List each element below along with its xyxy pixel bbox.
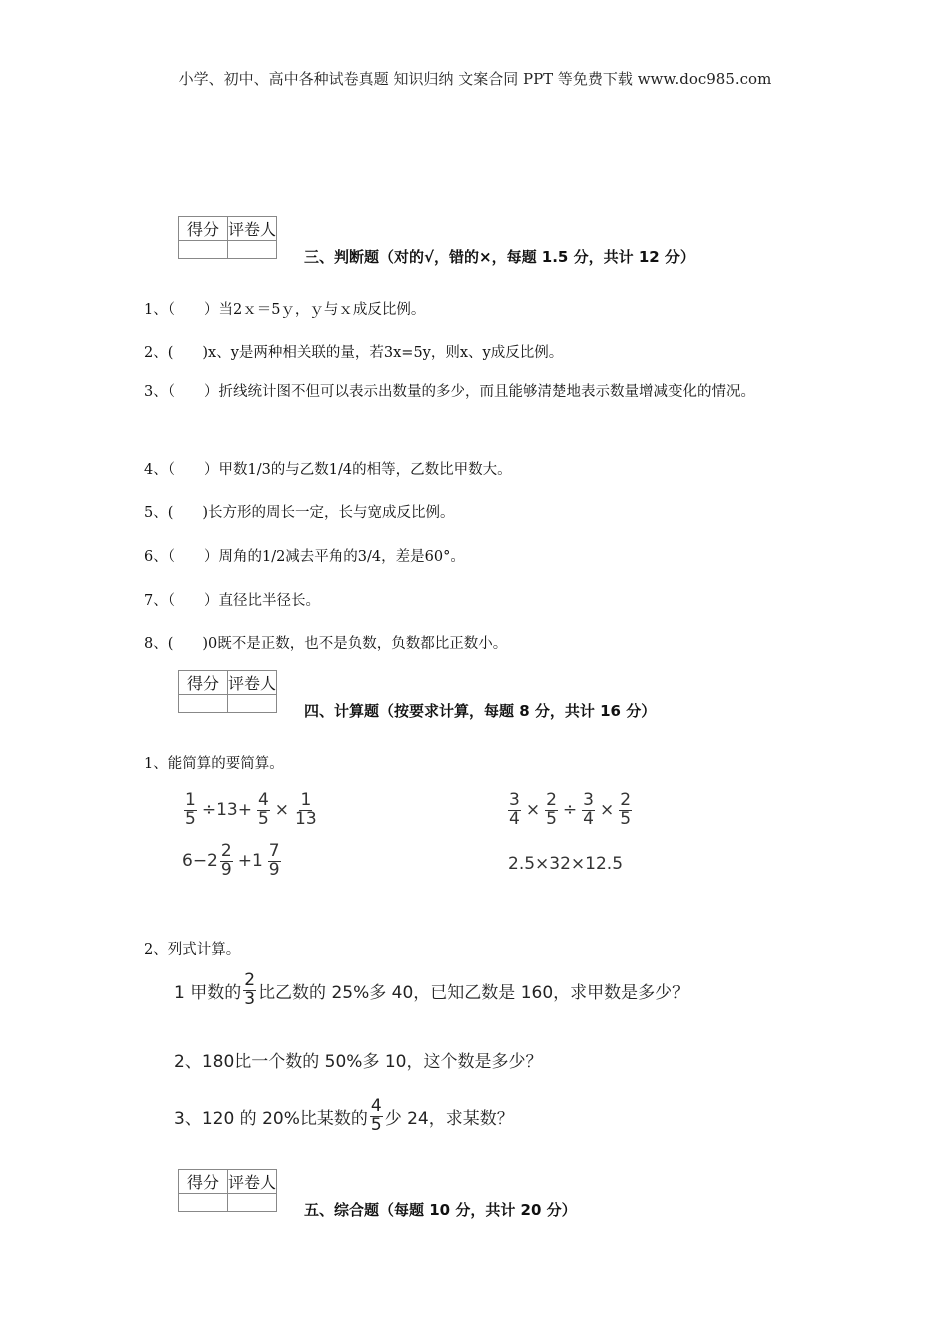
word-problem-1: 1 甲数的 $\frac{2}{3}$ 比乙数的 25%多 40，已知乙数是 160，求甲数是多少？	[174, 970, 690, 1009]
expression-4: 2.5×32×12.5	[508, 854, 624, 874]
section3-title: 三、判断题（对的√，错的×，每题 1.5 分，共计 12 分）	[304, 248, 695, 266]
section4-title: 四、计算题（按要求计算，每题 8 分，共计 16 分）	[304, 702, 657, 720]
calc-q1-label: 1、能简算的要简算。	[144, 756, 284, 772]
word-problem-3: 3、120 的 20%比某数的 $\frac{4}{5}$ 少 24，求某数？	[174, 1096, 514, 1135]
reviewer-cell	[228, 241, 277, 259]
judge-item-6: 6、（ ）周角的1/2减去平角的3/4，差是60°。	[144, 549, 465, 565]
judge-item-2: 2、( )x、y是两种相关联的量，若3x=5y，则x、y成反比例。	[144, 345, 564, 361]
grade-box-5	[178, 1169, 277, 1212]
fraction: $\frac{7}{9}$	[268, 841, 280, 880]
judge-item-5: 5、( )长方形的周长一定，长与宽成反比例。	[144, 505, 455, 521]
fraction: $\frac{1}{13}$	[295, 790, 317, 829]
fraction: $\frac{2}{3}$	[244, 970, 256, 1009]
word-problem-2: 2、180比一个数的 50%多 10，这个数是多少？	[174, 1052, 543, 1072]
fraction: $\frac{1}{5}$	[185, 790, 196, 829]
score-label: 得分	[179, 1170, 228, 1194]
grade-box-4	[178, 670, 277, 713]
reviewer-label: 评卷人	[228, 671, 277, 695]
expression-2: $\frac{3}{4}$ × $\frac{2}{5}$ ÷ $\frac{3}{4}$ × $\frac{2}{5}$	[509, 790, 632, 829]
fraction: $\frac{2}{5}$	[620, 790, 632, 829]
page-header: 小学、初中、高中各种试卷真题 知识归纳 文案合同 PPT 等免费下载 www.doc985.com	[178, 70, 772, 88]
judge-item-3: 3、（ ）折线统计图不但可以表示出数量的多少，而且能够清楚地表示数量增减变化的情况。	[144, 384, 755, 400]
score-label: 得分	[179, 217, 228, 241]
grade-box-3	[178, 216, 277, 259]
score-cell	[179, 1194, 228, 1212]
fraction: $\frac{3}{4}$	[583, 790, 594, 829]
calc-q2-label: 2、列式计算。	[144, 942, 241, 958]
fraction: $\frac{4}{5}$	[370, 1096, 382, 1135]
judge-item-4: 4、（ ）甲数1/3的与乙数1/4的相等，乙数比甲数大。	[144, 462, 512, 478]
reviewer-cell	[228, 695, 277, 713]
section5-title: 五、综合题（每题 10 分，共计 20 分）	[304, 1201, 577, 1219]
reviewer-label: 评卷人	[228, 1170, 277, 1194]
score-cell	[179, 695, 228, 713]
expression-3: 6−2 $\frac{2}{9}$ +1 $\frac{7}{9}$	[182, 841, 280, 880]
reviewer-cell	[228, 1194, 277, 1212]
judge-item-1: 1、（ ）当2ｘ＝5ｙ，ｙ与ｘ成反比例。	[144, 302, 426, 318]
fraction: $\frac{2}{5}$	[546, 790, 557, 829]
judge-item-8: 8、( )0既不是正数，也不是负数，负数都比正数小。	[144, 636, 508, 652]
score-label: 得分	[179, 671, 228, 695]
judge-item-7: 7、（ ）直径比半径长。	[144, 593, 320, 609]
fraction: $\frac{2}{9}$	[220, 841, 232, 880]
score-cell	[179, 241, 228, 259]
fraction: $\frac{4}{5}$	[257, 790, 269, 829]
fraction: $\frac{3}{4}$	[509, 790, 520, 829]
expression-1: $\frac{1}{5}$ ÷13+ $\frac{4}{5}$ × $\frac{1}{13}$	[185, 790, 317, 829]
reviewer-label: 评卷人	[228, 217, 277, 241]
